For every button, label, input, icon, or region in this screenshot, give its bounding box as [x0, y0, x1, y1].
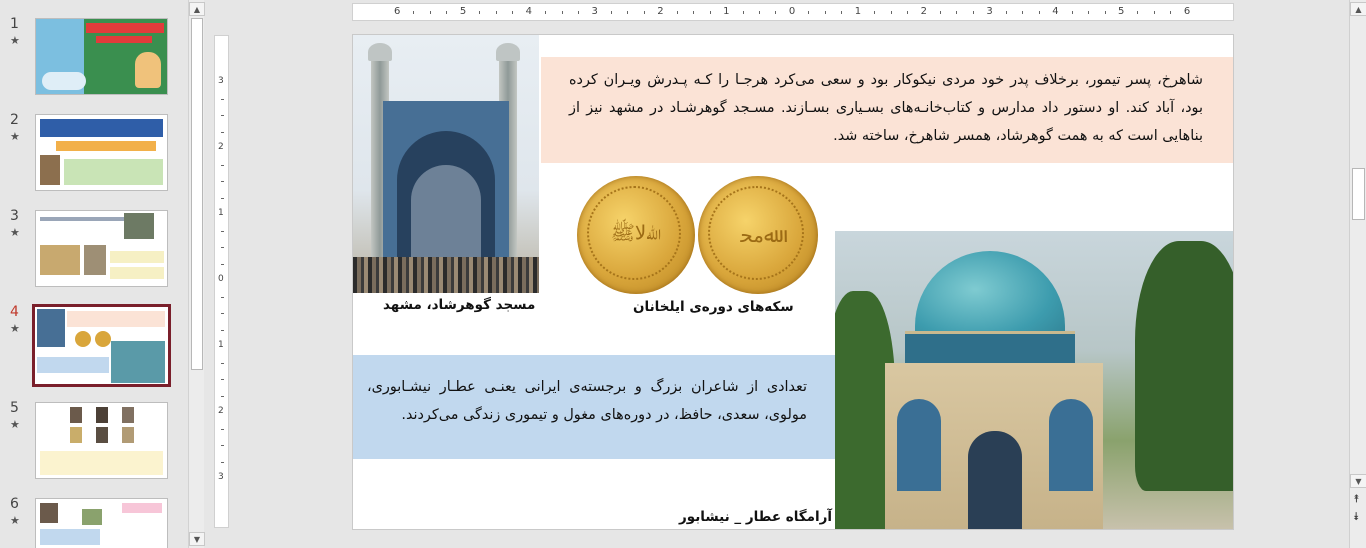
ruler-tick: [221, 231, 224, 232]
ruler-tick: [221, 462, 224, 463]
thumbnail-star-icon-1: ★: [10, 34, 20, 47]
thumbnail-number-2: 2: [10, 112, 19, 128]
ruler-tick: [446, 11, 447, 14]
ruler-tick: [743, 11, 744, 14]
ruler-tick: [973, 11, 974, 14]
thumbnail-number-1: 1: [10, 16, 19, 32]
thumbnail-number-3: 3: [10, 208, 19, 224]
ruler-tick: [775, 11, 776, 14]
ruler-label: 6: [1183, 6, 1191, 17]
slide-thumbnail-1[interactable]: [35, 18, 168, 95]
slide-thumbnail-pane: [0, 0, 188, 548]
ruler-label: 1: [854, 6, 862, 17]
ruler-tick: [221, 313, 224, 314]
thumbnail-number-6: 6: [10, 496, 19, 512]
ruler-tick: [413, 11, 414, 14]
ruler-tick: [221, 429, 224, 430]
ruler-tick: [479, 11, 480, 14]
ruler-tick: [578, 11, 579, 14]
slide-scrollbar[interactable]: [1349, 0, 1366, 548]
ruler-label: 2: [920, 6, 927, 17]
ruler-tick: [644, 11, 645, 14]
ruler-tick: [221, 396, 224, 397]
ruler-tick: [940, 11, 941, 14]
ruler-tick: [1006, 11, 1007, 14]
ruler-tick: [221, 99, 224, 100]
goharshad-mosque-photo: [353, 35, 539, 293]
thumbnail-scrollbar[interactable]: [188, 0, 204, 548]
ruler-tick: [759, 11, 760, 14]
caption-coins[interactable]: سکه‌های دوره‌ی ایلخانان: [633, 299, 794, 315]
ruler-tick: [1072, 11, 1073, 14]
ruler-tick: [677, 11, 678, 14]
ruler-tick: [221, 115, 224, 116]
ruler-tick: [221, 247, 224, 248]
ruler-tick: [1137, 11, 1138, 14]
attar-tomb-photo: [835, 231, 1234, 530]
ruler-label: 4: [1052, 6, 1059, 17]
ruler-tick: [221, 132, 224, 133]
thumbnail-star-icon-6: ★: [10, 514, 20, 527]
ruler-tick: [221, 330, 224, 331]
thumbnail-scroll-thumb[interactable]: [191, 18, 203, 370]
ruler-tick: [693, 11, 694, 14]
ruler-label: 2: [657, 6, 664, 17]
ruler-tick: [1088, 11, 1089, 14]
thumbnail-star-icon-4: ★: [10, 322, 20, 335]
ruler-tick: [221, 165, 224, 166]
ruler-tick: [611, 11, 612, 14]
ruler-tick: [430, 11, 431, 14]
ruler-label: 4: [525, 6, 533, 17]
ruler-tick: [221, 181, 224, 182]
ruler-tick: [1170, 11, 1171, 14]
ruler-tick: [1154, 11, 1155, 14]
thumbnail-star-icon-3: ★: [10, 226, 20, 239]
slide-canvas[interactable]: شاهرخ، پسر تیمور، برخلاف پدر خود مردی نیکوکار بود و سعی می‌کرد هرجـا را کـه پـدرش ویـران کرده بود، آباد کند. او دستور داد مدارس و کتاب‌خانـه‌های بسـیاری بسـازند. مسـجد گوهرشـاد در مشهد نیز از بناهایی است که به همت گوهرشاد، همسر شاهرخ، ساخته شد. ﷲﻻﷺ ﷲﻣﺤ مسجد گوهرشاد، مشهد سکه‌های دوره‌ی ایلخانان تعدادی از شاعران بزرگ و برجسته‌ی ایرانی یعنـی عطـار نیشـابوری، مولوی، سعدی، حافظ، در دوره‌های مغول و تیموری زندگی می‌کردند. آرامگاه عطار _ نیشابور: [352, 34, 1234, 530]
ruler-label: 6: [394, 6, 401, 17]
ruler-tick: [221, 379, 224, 380]
ruler-label: 3: [986, 6, 993, 17]
slide-thumbnail-5[interactable]: [35, 402, 168, 479]
scroll-up-icon[interactable]: ▲: [189, 2, 205, 16]
ruler-tick: [891, 11, 892, 14]
scroll-down-icon[interactable]: ▼: [1350, 474, 1366, 488]
ruler-tick: [545, 11, 546, 14]
ruler-label: 5: [459, 6, 467, 17]
ruler-label: 3: [218, 76, 224, 86]
ruler-tick: [1105, 11, 1106, 14]
scroll-up-icon[interactable]: ▲: [1350, 2, 1366, 16]
ruler-tick: [1039, 11, 1040, 14]
previous-slide-icon[interactable]: ⯭: [1353, 492, 1360, 505]
thumbnail-star-icon-2: ★: [10, 130, 20, 143]
slide-scroll-thumb[interactable]: [1352, 168, 1365, 220]
ruler-tick: [841, 11, 842, 14]
ruler-tick: [907, 11, 908, 14]
poets-text-box[interactable]: تعدادی از شاعران بزرگ و برجسته‌ی ایرانی یعنـی عطـار نیشـابوری، مولوی، سعدی، حافظ، در دوره‌های مغول و تیموری زندگی می‌کردند.: [353, 355, 835, 459]
ruler-tick: [627, 11, 628, 14]
timurid-text-box[interactable]: شاهرخ، پسر تیمور، برخلاف پدر خود مردی نیکوکار بود و سعی می‌کرد هرجـا را کـه پـدرش ویـران کرده بود، آباد کند. او دستور داد مدارس و کتاب‌خانـه‌های بسـیاری بسـازند. مسـجد گوهرشـاد در مشهد نیز از بناهایی است که به همت گوهرشاد، همسر شاهرخ، ساخته شد.: [541, 57, 1234, 163]
ruler-tick: [562, 11, 563, 14]
vertical-ruler: [214, 35, 229, 528]
ruler-label: 5: [1118, 6, 1125, 17]
ruler-label: 2: [218, 142, 224, 152]
ruler-label: 1: [218, 208, 224, 218]
slide-thumbnail-6[interactable]: [35, 498, 168, 548]
ruler-tick: [874, 11, 875, 14]
ruler-label: 3: [218, 472, 224, 482]
ruler-tick: [221, 297, 224, 298]
ruler-label: 1: [723, 6, 730, 17]
thumbnail-star-icon-5: ★: [10, 418, 20, 431]
ruler-tick: [496, 11, 497, 14]
horizontal-ruler: [352, 3, 1234, 21]
ruler-tick: [825, 11, 826, 14]
ruler-tick: [956, 11, 957, 14]
scroll-down-icon[interactable]: ▼: [189, 532, 205, 546]
ruler-label: 0: [218, 274, 224, 284]
ruler-label: 2: [218, 406, 224, 416]
slide-thumbnail-3[interactable]: [35, 210, 168, 287]
ruler-tick: [221, 264, 224, 265]
slide-thumbnail-4-selected[interactable]: [32, 304, 171, 387]
next-slide-icon[interactable]: ⯯: [1353, 510, 1360, 523]
ruler-label: 0: [788, 6, 796, 17]
ruler-tick: [221, 363, 224, 364]
caption-mosque[interactable]: مسجد گوهرشاد، مشهد: [383, 297, 536, 313]
ruler-label: 3: [591, 6, 598, 17]
ruler-tick: [221, 198, 224, 199]
ruler-tick: [1022, 11, 1023, 14]
thumbnail-number-5: 5: [10, 400, 19, 416]
ruler-tick: [221, 445, 224, 446]
caption-tomb[interactable]: آرامگاه عطار _ نیشابور: [679, 509, 833, 525]
ruler-tick: [808, 11, 809, 14]
thumbnail-number-4: 4: [10, 304, 19, 320]
ruler-label: 1: [218, 340, 224, 350]
slide-thumbnail-2[interactable]: [35, 114, 168, 191]
ruler-tick: [512, 11, 513, 14]
ruler-tick: [710, 11, 711, 14]
